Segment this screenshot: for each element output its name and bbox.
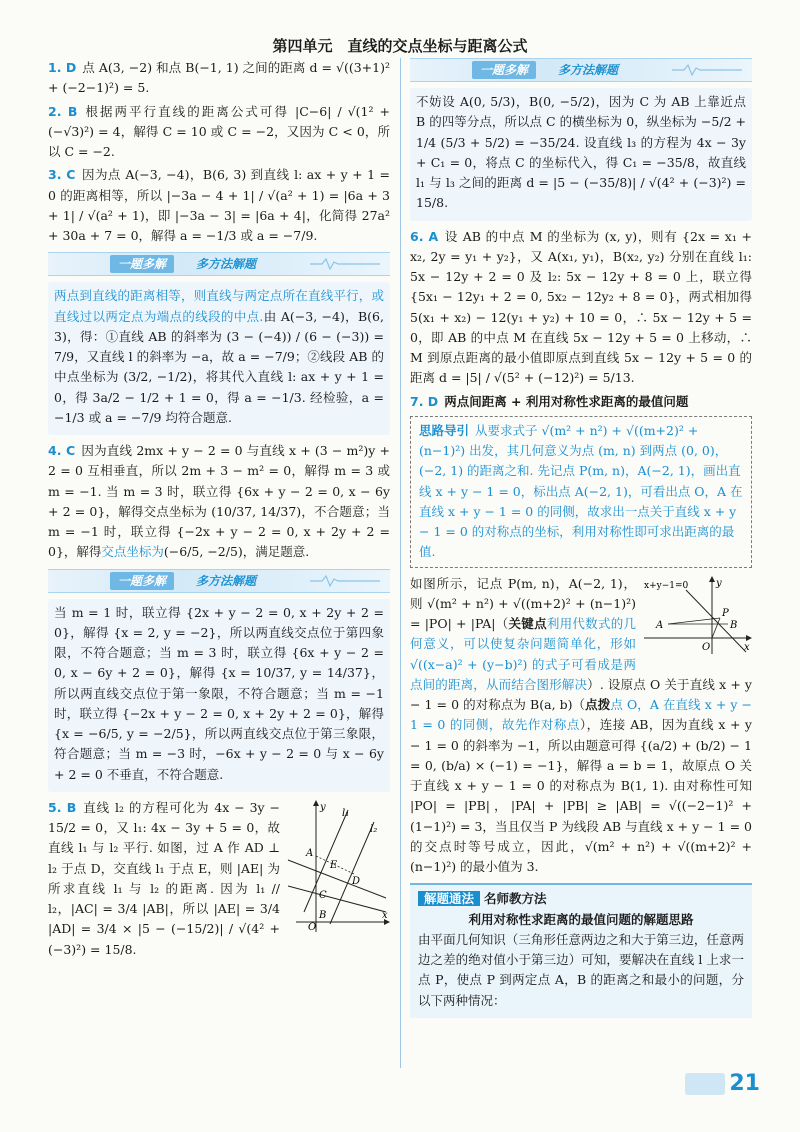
answer-5 xyxy=(48,798,390,960)
answer-4 xyxy=(48,441,390,563)
fig7-label-x: x xyxy=(744,641,750,653)
summary-header-text: 名师教方法 xyxy=(484,891,547,907)
answer-4-text-1: 因为直线 2mx + y − 2 = 0 与直线 x + (3 − m²)y + 2 = 0 互相垂直，所以 2m + 3 − m² = 0，解得 m = 3 或 m = −1. 当 m = 3 时，联立得 {6x + y − 2 = 0, x − 6y + 2 = 0}，解得交点坐标为 (10/37, 14/37)，不合题意；当 m = −1 时，联立得 {−2x + y − 2 = 0, x + 2y + 2 = 0}，解得 xyxy=(48,443,390,560)
fig7-label-a: A xyxy=(656,619,664,631)
banner-1-sub: 多方法解题 xyxy=(196,257,257,272)
multi-solution-banner-1 xyxy=(48,252,390,276)
wave-decoration-icon xyxy=(310,256,380,272)
answer-7-head xyxy=(410,392,752,412)
fig5-label-l2: l₂ xyxy=(370,823,378,835)
multi-solution-1-text: 由 A(−3, −4)，B(6, 3)，得：①直线 AB 的斜率为 (3 − (−4)) / (6 − (−3)) = 7/9，又直线 l 的斜率为 −a，故 a = −7/9；②线段 AB 的中点坐标为 (3/2, −1/2)，将其代入直线 l: ax + y + 1 = 0，得 3a/2 − 1/2 + 1 = 0，得 a = −1/3. 经检验，a = −1/3 或 a = −7/9 均符合题意. xyxy=(54,308,384,425)
answer-2 xyxy=(48,102,390,163)
hint-title: 思路导引 xyxy=(419,422,470,438)
answer-7-text-2: ）. 设原点 O 关于直线 x + y − 1 = 0 的对称点为 B(a, b)（ xyxy=(410,676,752,712)
fig5-label-y: y xyxy=(320,801,326,813)
answer-6 xyxy=(410,227,752,389)
page-footer xyxy=(685,1066,760,1102)
banner-3-main: 一题多解 xyxy=(472,61,536,79)
answer-1-text: 点 A(3, −2) 和点 B(−1, 1) 之间的距离 d = √((3+1)² + (−2−1)²) = 5. xyxy=(48,60,390,96)
wave-decoration-icon xyxy=(672,62,742,78)
method-summary-box xyxy=(410,883,752,1018)
key-point-label: 关键点 xyxy=(508,616,547,631)
fig5-label-o: O xyxy=(308,921,317,932)
answer-5-text: 直线 l₂ 的方程可化为 4x − 3y − 15/2 = 0，又 l₁: 4x − 3y + 5 = 0，故直线 l₁ 与 l₂ 平行. 如图，过 A 作 AD ⊥ l₂ 于点 D，交直线 l₁ 于点 E，则 |AE| 为所求直线 l₁ 与 l₂ 的距离. 因为 l₁ // l₂，|AC| = 3/4 |AB|，所以 |AE| = 3/4 |AD| = 3/4 × |5 − (−15/2)| / √(4² + (−3)²) = 15/8. xyxy=(48,799,280,957)
wave-decoration-icon xyxy=(310,573,380,589)
multi-solution-3-text: 不妨设 A(0, 5/3)，B(0, −5/2)，因为 C 为 AB 上靠近点 B 的四等分点，所以点 C 的横坐标为 0，纵坐标为 −5/2 + 1/4 (5/3 + 5/2) = −35/24. 设直线 l₃ 的方程为 4x − 3y + C₁ = 0，将点 C 的坐标代入，得 C₁ = −35/8，故直线 l₁ 与 l₃ 之间的距离 d = |5 − (−35/8)| / √(4² + (−3)²) = 15/8. xyxy=(416,94,746,211)
fig5-label-l1: l₁ xyxy=(342,807,350,819)
column-divider xyxy=(400,58,401,1068)
answer-4-highlight: 交点坐标为 xyxy=(101,544,164,560)
banner-1-main: 一题多解 xyxy=(110,255,174,273)
answer-4-text-2: (−6/5, −2/5)，满足题意. xyxy=(163,544,310,560)
publisher-logo-icon xyxy=(685,1073,725,1095)
banner-2-main: 一题多解 xyxy=(110,572,174,590)
answer-2-label: 2. B xyxy=(48,103,78,119)
fig5-label-e: E xyxy=(330,859,338,871)
hint-text: 从要求式子 √(m² + n²) + √((m+2)² + (n−1)²) 出发，其几何意义为点 (m, n) 到两点 (0, 0)，(−2, 1) 的距离之和. 先记点 P(m, n)，A(−2, 1)，画出直线 x + y − 1 = 0，标出点 A(−2, 1)，可看出点 O，A 在直线 x + y − 1 = 0 的同侧，故求出一点关于直线 x + y − 1 = 0 的对称点的坐标，利用对称性即可求出距离的最值. xyxy=(419,422,743,560)
fig5-label-b: B xyxy=(319,909,327,921)
answer-3-text: 因为点 A(−3, −4)，B(6, 3) 到直线 l: ax + y + 1 = 0 的距离相等，所以 |−3a − 4 + 1| / √(a² + 1) = |6a + 3 + 1| / √(a² + 1)，即 |−3a − 3| = |6a + 4|，化简得 27a² + 30a + 7 = 0，解得 a = −1/3 或 a = −7/9. xyxy=(48,167,390,243)
page-title: 第四单元 直线的交点坐标与距离公式 xyxy=(272,37,528,55)
fig5-label-d: D xyxy=(352,875,361,887)
tip-text: 点 O，A 在直线 x + y − 1 = 0 的同侧，故先作对称点 xyxy=(410,697,752,733)
answer-7-label: 7. D xyxy=(410,393,439,409)
right-column xyxy=(410,58,752,1018)
answer-5-label: 5. B xyxy=(48,799,77,815)
fig7-line-label: x+y−1=0 xyxy=(644,580,689,591)
answer-3 xyxy=(48,165,390,246)
multi-solution-banner-2 xyxy=(48,569,390,593)
page-number: 21 xyxy=(729,1071,760,1097)
banner-2-sub: 多方法解题 xyxy=(196,573,257,588)
answer-1-label: 1. D xyxy=(48,60,77,75)
figure-5-diagram xyxy=(286,800,390,932)
fig5-label-a: A xyxy=(306,847,314,859)
answer-6-text: 设 AB 的中点 M 的坐标为 (x, y)，则有 {2x = x₁ + x₂, 2y = y₁ + y₂}，又 A(x₁, y₁)，B(x₂, y₂) 分别在直线 l₁: 5x − 12y + 2 = 0 及 l₂: 5x − 12y + 8 = 0 上，联立得 {5x₁ − 12y₁ + 2 = 0, 5x₂ − 12y₂ + 8 = 0}，两式相加得 5(x₁ + x₂) − 12(y₁ + y₂) + 10 = 0，∴ 5x − 12y + 5 = 0，即 AB 的中点 M 在直线 5x − 12y + 5 = 0 上移动，∴ M 到原点距离的最小值即原点到直线 5x − 12y + 5 = 0 的距离 d = |5| / √(5² + (−12)²) = 5/13. xyxy=(410,228,752,386)
answer-7-text-1: 如图所示，记点 P(m, n)，A(−2, 1)，则 √(m² + n²) + √((m+2)² + (n−1)²) = |PO| + |PA|（ xyxy=(410,575,636,631)
left-column xyxy=(48,58,390,963)
fig7-label-o: O xyxy=(702,641,711,653)
fig7-label-y: y xyxy=(716,577,722,589)
answer-7-body xyxy=(410,574,752,878)
answer-2-text: 根据两平行直线的距离公式可得 |C−6| / √(1² + (−√3)²) = 4，解得 C = 10 或 C = −2，又因为 C < 0，所以 C = −2. xyxy=(48,103,390,159)
fig5-label-c: C xyxy=(319,889,327,901)
fig7-label-b: B xyxy=(730,619,738,631)
figure-7-diagram xyxy=(642,576,752,656)
answer-6-label: 6. A xyxy=(410,228,439,244)
tip-label: 点拨 xyxy=(585,697,611,712)
multi-solution-1-highlight: 两点到直线的距离相等，则直线与两定点所在直线平行，或直线过以两定点为端点的线段的中点. xyxy=(54,288,384,324)
multi-solution-banner-3 xyxy=(410,58,752,82)
summary-tag: 解题通法 xyxy=(418,891,480,906)
key-point-text: 利用代数式的几何意义，可以使复杂问题简单化，形如 √((x−a)² + (y−b)²) 的式子可看成是两点间的距离，从而结合图形解决 xyxy=(410,616,636,692)
multi-solution-3 xyxy=(410,88,752,221)
multi-solution-1 xyxy=(48,282,390,435)
multi-solution-2 xyxy=(48,599,390,792)
summary-subtitle: 利用对称性求距离的最值问题的解题思路 xyxy=(468,911,694,927)
answer-3-label: 3. C xyxy=(48,167,76,183)
multi-solution-2-text: 当 m = 1 时，联立得 {2x + y − 2 = 0, x + 2y + 2 = 0}，解得 {x = 2, y = −2}，所以两直线交点位于第四象限，不符合题意；当 m = 3 时，联立得 {6x + y − 2 = 0, x − 6y + 2 = 0}，解得 {x = 10/37, y = 14/37}，所以两直线交点位于第一象限，不符合题意；当 m = −1 时，联立得 {−2x + y − 2 = 0, x + 2y + 2 = 0}，解得 {x = −6/5, y = −2/5}，所以两直线交点位于第三象限，符合题意；当 m = −3 时，−6x + y − 2 = 0 与 x − 6y + 2 = 0 不垂直，不符合题意. xyxy=(54,604,384,782)
answer-4-label: 4. C xyxy=(48,443,76,458)
fig5-label-x: x xyxy=(382,909,388,921)
answer-7-topic: 两点间距离 + 利用对称性求距离的最值问题 xyxy=(444,393,689,409)
fig7-label-p: P xyxy=(722,607,729,619)
summary-header xyxy=(418,889,744,909)
banner-3-sub: 多方法解题 xyxy=(558,63,619,77)
summary-text: 由平面几何知识（三角形任意两边之和大于第三边，任意两边之差的绝对值小于第三边）可知，要解决在直线 l 上求一点 P，使点 P 到两定点 A，B 的距离之和最小的问题，分以下两种情况： xyxy=(418,931,744,1008)
hint-box xyxy=(410,416,752,568)
answer-7-text-3: ），连接 AB，因为直线 x + y − 1 = 0 的斜率为 −1，所以由题意可得 {(a/2) + (b/2) − 1 = 0, (b/a) × (−1) = −1}，解得 a = b = 1，故原点 O 关于直线 x + y − 1 = 0 的对称点为 B(1, 1). 由对称性可知 |PO| = |PB|，|PA| + |PB| ≥ |AB| = √((−2−1)² + (1−1)²) = 3，当且仅当 P 为线段 AB 与直线 x + y − 1 = 0 的交点时等号成立，因此，√(m² + n²) + √((m+2)² + (n−1)²) 的最小值为 3. xyxy=(410,717,752,874)
multi-solution-1-body xyxy=(54,286,384,428)
answer-1 xyxy=(48,58,390,99)
